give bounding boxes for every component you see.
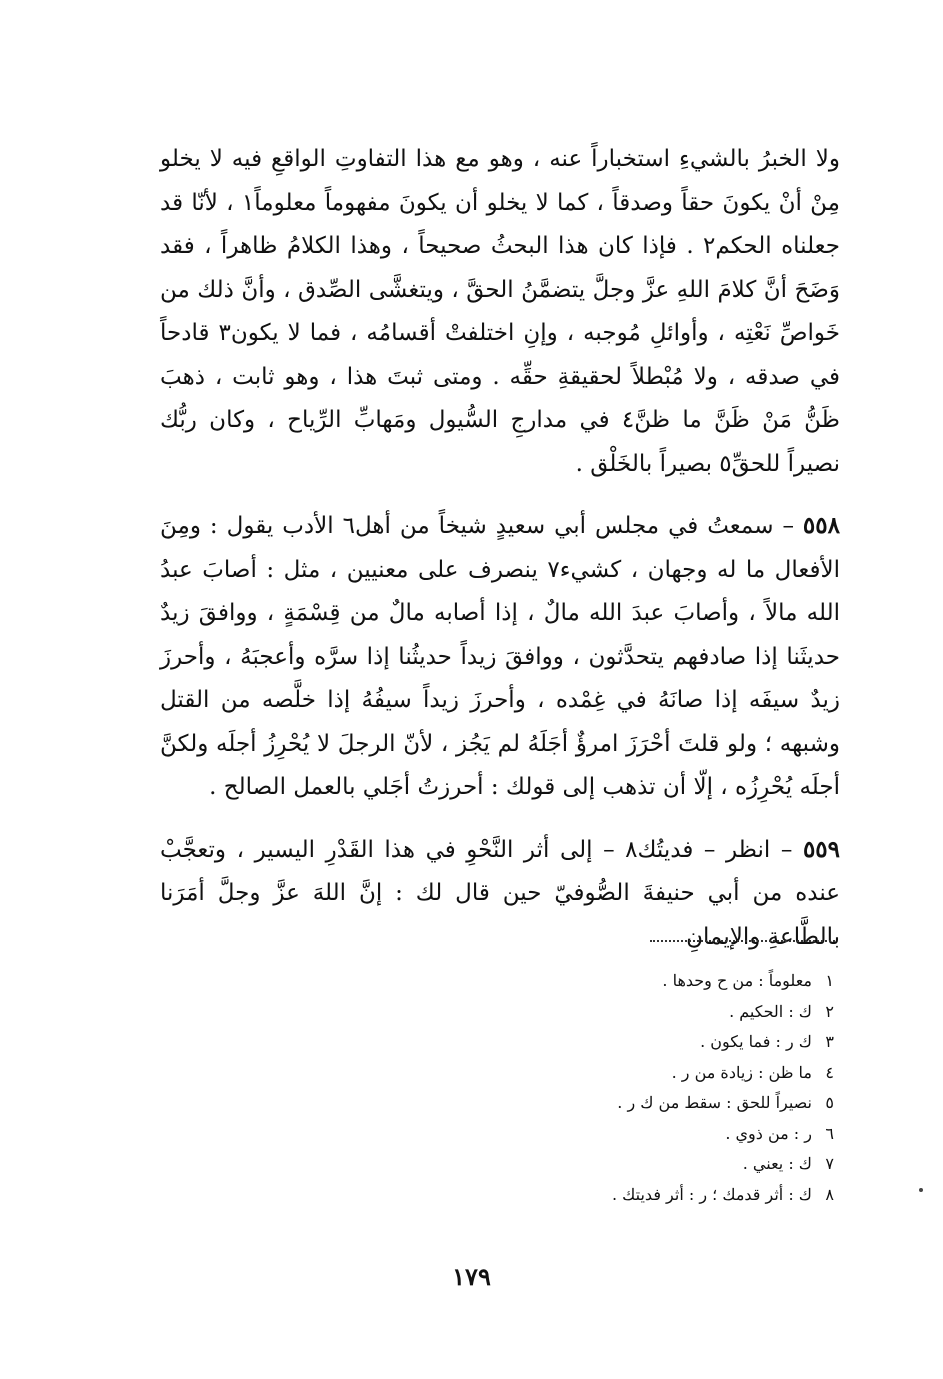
paragraph-text: – سمعتُ في مجلس أبي سعيدٍ شيخاً من أهل٦ الأدب يقول : ومِنَ الأفعال ما له وجهان ، كشيء٧ ينصرف على معنيين ، مثل : أصابَ عبدُ الله مالاً ، وأصابَ عبدَ الله مالٌ ، إذا أصابه مالٌ من قِسْمَةٍ ، ووافقَ زيدٌ حديثَنا إذا صادفهم يتحدَّثون ، ووافقَ زيداً حديثُنا إذا سرَّه وأعجبَهُ ، وأحرزَ زيدٌ سيفَه إذا صانَهُ في غِمْده ، وأحرزَ زيداً سيفُهُ إذا خلَّصه من القتل وشبهه ؛ ولو قلتَ أحْرَزَ امرؤٌ أجَلَهُ لم يَجُز ، لأنّ الرجلَ لا يُحْرِزُ أجلَه ولكنَّ أجلَه يُحْرِزُه ، إلّا أن تذهب إلى قولك : أحرزتُ أجَلي بالعمل الصالح .: [160, 513, 840, 800]
paragraph-text: – انظر – فديتُك٨ – إلى أثر النَّحْوِ في هذا القَدْرِ اليسير ، وتعجَّبْ عنده من أبي حنيفةَ الصُّوفيّ حين قال لك : إنَّ اللهَ عزَّ وجلَّ أمَرَنا بالطَّاعةِ والإيمانِ: [160, 836, 840, 950]
footnote-number: ٤: [825, 1062, 834, 1082]
footnote-text: ك : أثر قدمك ؛ ر : أثر فديتك .: [611, 1184, 812, 1204]
footnotes: [420, 966, 834, 1210]
paragraph-continuation: [160, 138, 840, 486]
section-number: ٥٥٩: [802, 835, 840, 863]
footnote-text: نصيراً للحق : سقط من ك ر .: [617, 1093, 812, 1112]
footnote-separator: [650, 940, 835, 942]
footnote-number: ٥: [825, 1093, 834, 1112]
footnote-item: [420, 1180, 834, 1211]
footnote-item: [420, 1058, 834, 1089]
footnote-item: [420, 966, 834, 997]
footnote-item: [420, 1088, 834, 1119]
paragraph-558: [160, 504, 840, 810]
footnote-number: ١: [825, 971, 834, 990]
footnote-number: ٣: [825, 1032, 834, 1051]
footnote-number: ٧: [825, 1154, 834, 1173]
footnote-text: ك : الحكيم .: [729, 1001, 812, 1021]
footnote-text: ك : يعني .: [742, 1154, 812, 1173]
footnote-item: [420, 1027, 834, 1058]
footnote-text: ك ر : فما يكون .: [700, 1032, 812, 1051]
footnote-text: ر : من ذوي .: [725, 1123, 812, 1143]
footnote-number: ٢: [825, 1001, 834, 1021]
footnote-item: [420, 1149, 834, 1180]
footnote-number: ٦: [825, 1123, 834, 1143]
section-number: ٥٥٨: [802, 512, 840, 539]
footnote-text: ما ظن : زيادة من ر .: [671, 1062, 812, 1082]
margin-mark: [919, 1188, 923, 1192]
footnote-number: ٨: [825, 1184, 834, 1204]
paragraph-text: ولا الخبرُ بالشيءِ استخباراً عنه ، وهو مع هذا التفاوتِ الواقعِ فيه لا يخلو مِنْ أنْ يكونَ حقاً وصدقاً ، كما لا يخلو أن يكونَ مفهوماً معلوماً١ ، لأنّا قد جعلناه الحكم٢ . فإذا كان هذا البحثُ صحيحاً ، وهذا الكلامُ ظاهراً ، فقد وَضَحَ أنَّ كلامَ اللهِ عزَّ وجلَّ يتضمَّنُ الحقَّ ، ويتغشَّى الصِّدق ، وأنَّ ذلك من خَواصِّ نَعْتِه ، وأوائلِ مُوجبه ، وإنِ اختلفتْ أقسامُه ، فما لا يكون٣ قادحاً في صدقه ، ولا مُبْطلاً لحقيقةِ حقِّه . ومتى ثبتَ هذا ، وهو ثابت ، ذهبَ ظَنُّ مَنْ ظَنَّ ما ظنَّ٤ في مدارجِ السُّيول ومَهابِّ الرِّياح ، وكان ربُّك نصيراً للحقِّ٥ بصيراً بالخَلْق .: [160, 146, 840, 477]
main-text: [160, 138, 840, 959]
footnote-text: معلوماً : من ح وحدها .: [662, 971, 812, 990]
page-number: ١٧٩: [452, 1262, 491, 1291]
footnote-item: [420, 1119, 834, 1150]
footnote-item: [420, 997, 834, 1028]
